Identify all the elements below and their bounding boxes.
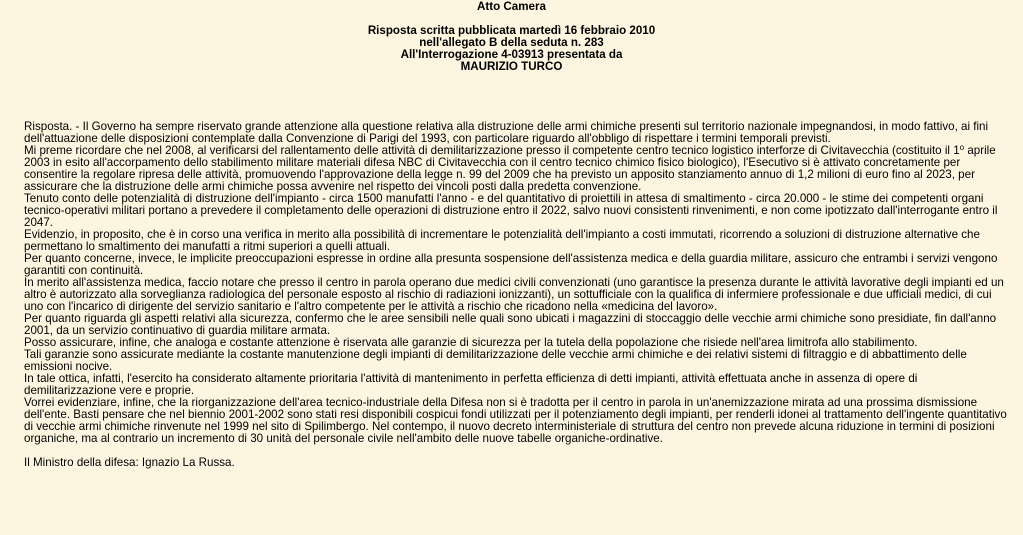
paragraph-1: Risposta. - Il Governo ha sempre riservato grande attenzione alla questione relativa alla distruzione delle armi chimiche presenti sul territorio nazionale impegnandosi, in modo fattivo, ai fini dell'attuazione delle disposizioni contemplate dalla Convenzione di Parigi del 1993, con particolare riguardo all'obbligo di rispettare i termini temporali previsti. — [24, 120, 989, 145]
document-header — [0, 0, 1023, 73]
document-title: Atto Camera — [477, 0, 546, 13]
paragraph-4: Evidenzio, in proposito, che è in corso una verifica in merito alla possibilità di incrementare le potenzialità dell'impianto a costi immutati, ricorrendo a soluzioni di distruzione alternative che permettano lo smaltimento dei manufatti a ritmi superiori a quelli attuali. — [24, 228, 980, 253]
paragraph-7: Per quanto riguarda gli aspetti relativi alla sicurezza, confermo che le aree sensibili nelle quali sono ubicati i magazzini di stoccaggio delle vecchie armi chimiche sono presidiate, fin dall'anno 2001, da un servizio continuativo di guardia militare armata. — [24, 312, 997, 337]
author-name: MAURIZIO TURCO — [460, 60, 563, 73]
publication-line: Risposta scritta pubblicata martedì 16 febbraio 2010 — [367, 24, 656, 37]
response-body — [24, 121, 1008, 469]
paragraph-9: Tali garanzie sono assicurate mediante la costante manutenzione degli impianti di demilitarizzazione delle vecchie armi chimiche e dei relativi sistemi di filtraggio e di abbattimento delle emissioni nocive. — [24, 348, 967, 373]
minister-signature: Il Ministro della difesa: Ignazio La Russa. — [24, 456, 235, 469]
paragraph-2-start: Mi preme ricordare che nel 2008, al verificarsi del rallentamento delle attività di demilitarizzazione presso il competente centro tecnico logistico interforze di Civitavecchia (costituito il 1 — [24, 144, 960, 157]
session-line: nell'allegato B della seduta n. 283 — [419, 36, 604, 49]
interrogation-line: All'Interrogazione 4-03913 presentata da — [400, 48, 623, 61]
paragraph-10: In tale ottica, infatti, l'esercito ha considerato altamente prioritaria l'attività di mantenimento in perfetta efficienza di detti impianti, attività effettuata anche in assenza di opere di demilitarizzazione vere e proprie. — [24, 372, 918, 397]
paragraph-8: Posso assicurare, infine, che analoga e costante attenzione è riservata alle garanzie di sicurezza per la tutela della popolazione che risiede nell'area limitrofa allo stabilimento. — [24, 336, 918, 349]
paragraph-2 — [24, 145, 1008, 193]
paragraph-5: Per quanto concerne, invece, le implicite preoccupazioni espresse in ordine alla presunta sospensione dell'assistenza medica e della guardia militare, assicuro che entrambi i servizi vengono garantiti con continuità. — [24, 252, 998, 277]
paragraph-2-end: aprile 2003 in esito all'accorpamento dello stabilimento militare materiali difesa NBC di Civitavecchia con il centro tecnico chimico fisico biologico), l'Esecutivo si è attivato concretamente per consentire la regolare ripresa delle attività, promuovendo l'approvazione della legge n. 99 del 2009 che ha previsto un apposito stanziamento annuo di 1,2 milioni di euro fino al 2023, per assicurare che la distruzione delle armi chimiche possa avvenire nel rispetto dei vincoli posti dalla predetta convenzione. — [24, 144, 996, 193]
ordinal-superscript: o — [959, 143, 965, 152]
paragraph-3: Tenuto conto delle potenzialità di distruzione dell'impianto - circa 1500 manufatti l'anno - e del quantitativo di proiettili in attesa di smaltimento - circa 20.000 - le stime dei competenti organi tecnico-operativi militari portano a prevedere il completamento delle operazioni di distruzione entro il 2022, salvo nuovi consistenti rinvenimenti, e non come ipotizzato dall'interrogante entro il 2047. — [24, 192, 998, 229]
paragraph-11: Vorrei evidenziare, infine, che la riorganizzazione dell'area tecnico-industriale della Difesa non si è tradotta per il centro in parola in un'anemizzazione mirata ad una prossima dismissione dell'ente. Basti pensare che nel biennio 2001-2002 sono stati resi disponibili cospicui fondi utilizzati per il potenziamento degli impianti, per renderli idonei al trattamento dell'ingente quantitativo di vecchie armi chimiche rinvenute nel 1999 nel sito di Spilimbergo. Nel contempo, il nuovo decreto interministeriale di struttura del centro non prevede alcuna riduzione in termini di posizioni organiche, ma al contrario un incremento di 30 unità del personale civile nell'ambito delle nuove tabelle organiche-ordinative. — [24, 396, 1007, 445]
paragraph-6: In merito all'assistenza medica, faccio notare che presso il centro in parola operano due medici civili convenzionati (uno garantisce la presenza durante le attività lavorative degli impianti ed un altro è autorizzato alla sorveglianza radiologica del personale esposto al rischio di radiazioni ionizzanti), un sottufficiale con la qualifica di infermiere professionale e due ufficiali medici, di cui uno con l'incarico di dirigente del servizio sanitario e l'altro competente per le attività a rischio che ricadono nella «medicina del lavoro». — [24, 276, 1004, 313]
